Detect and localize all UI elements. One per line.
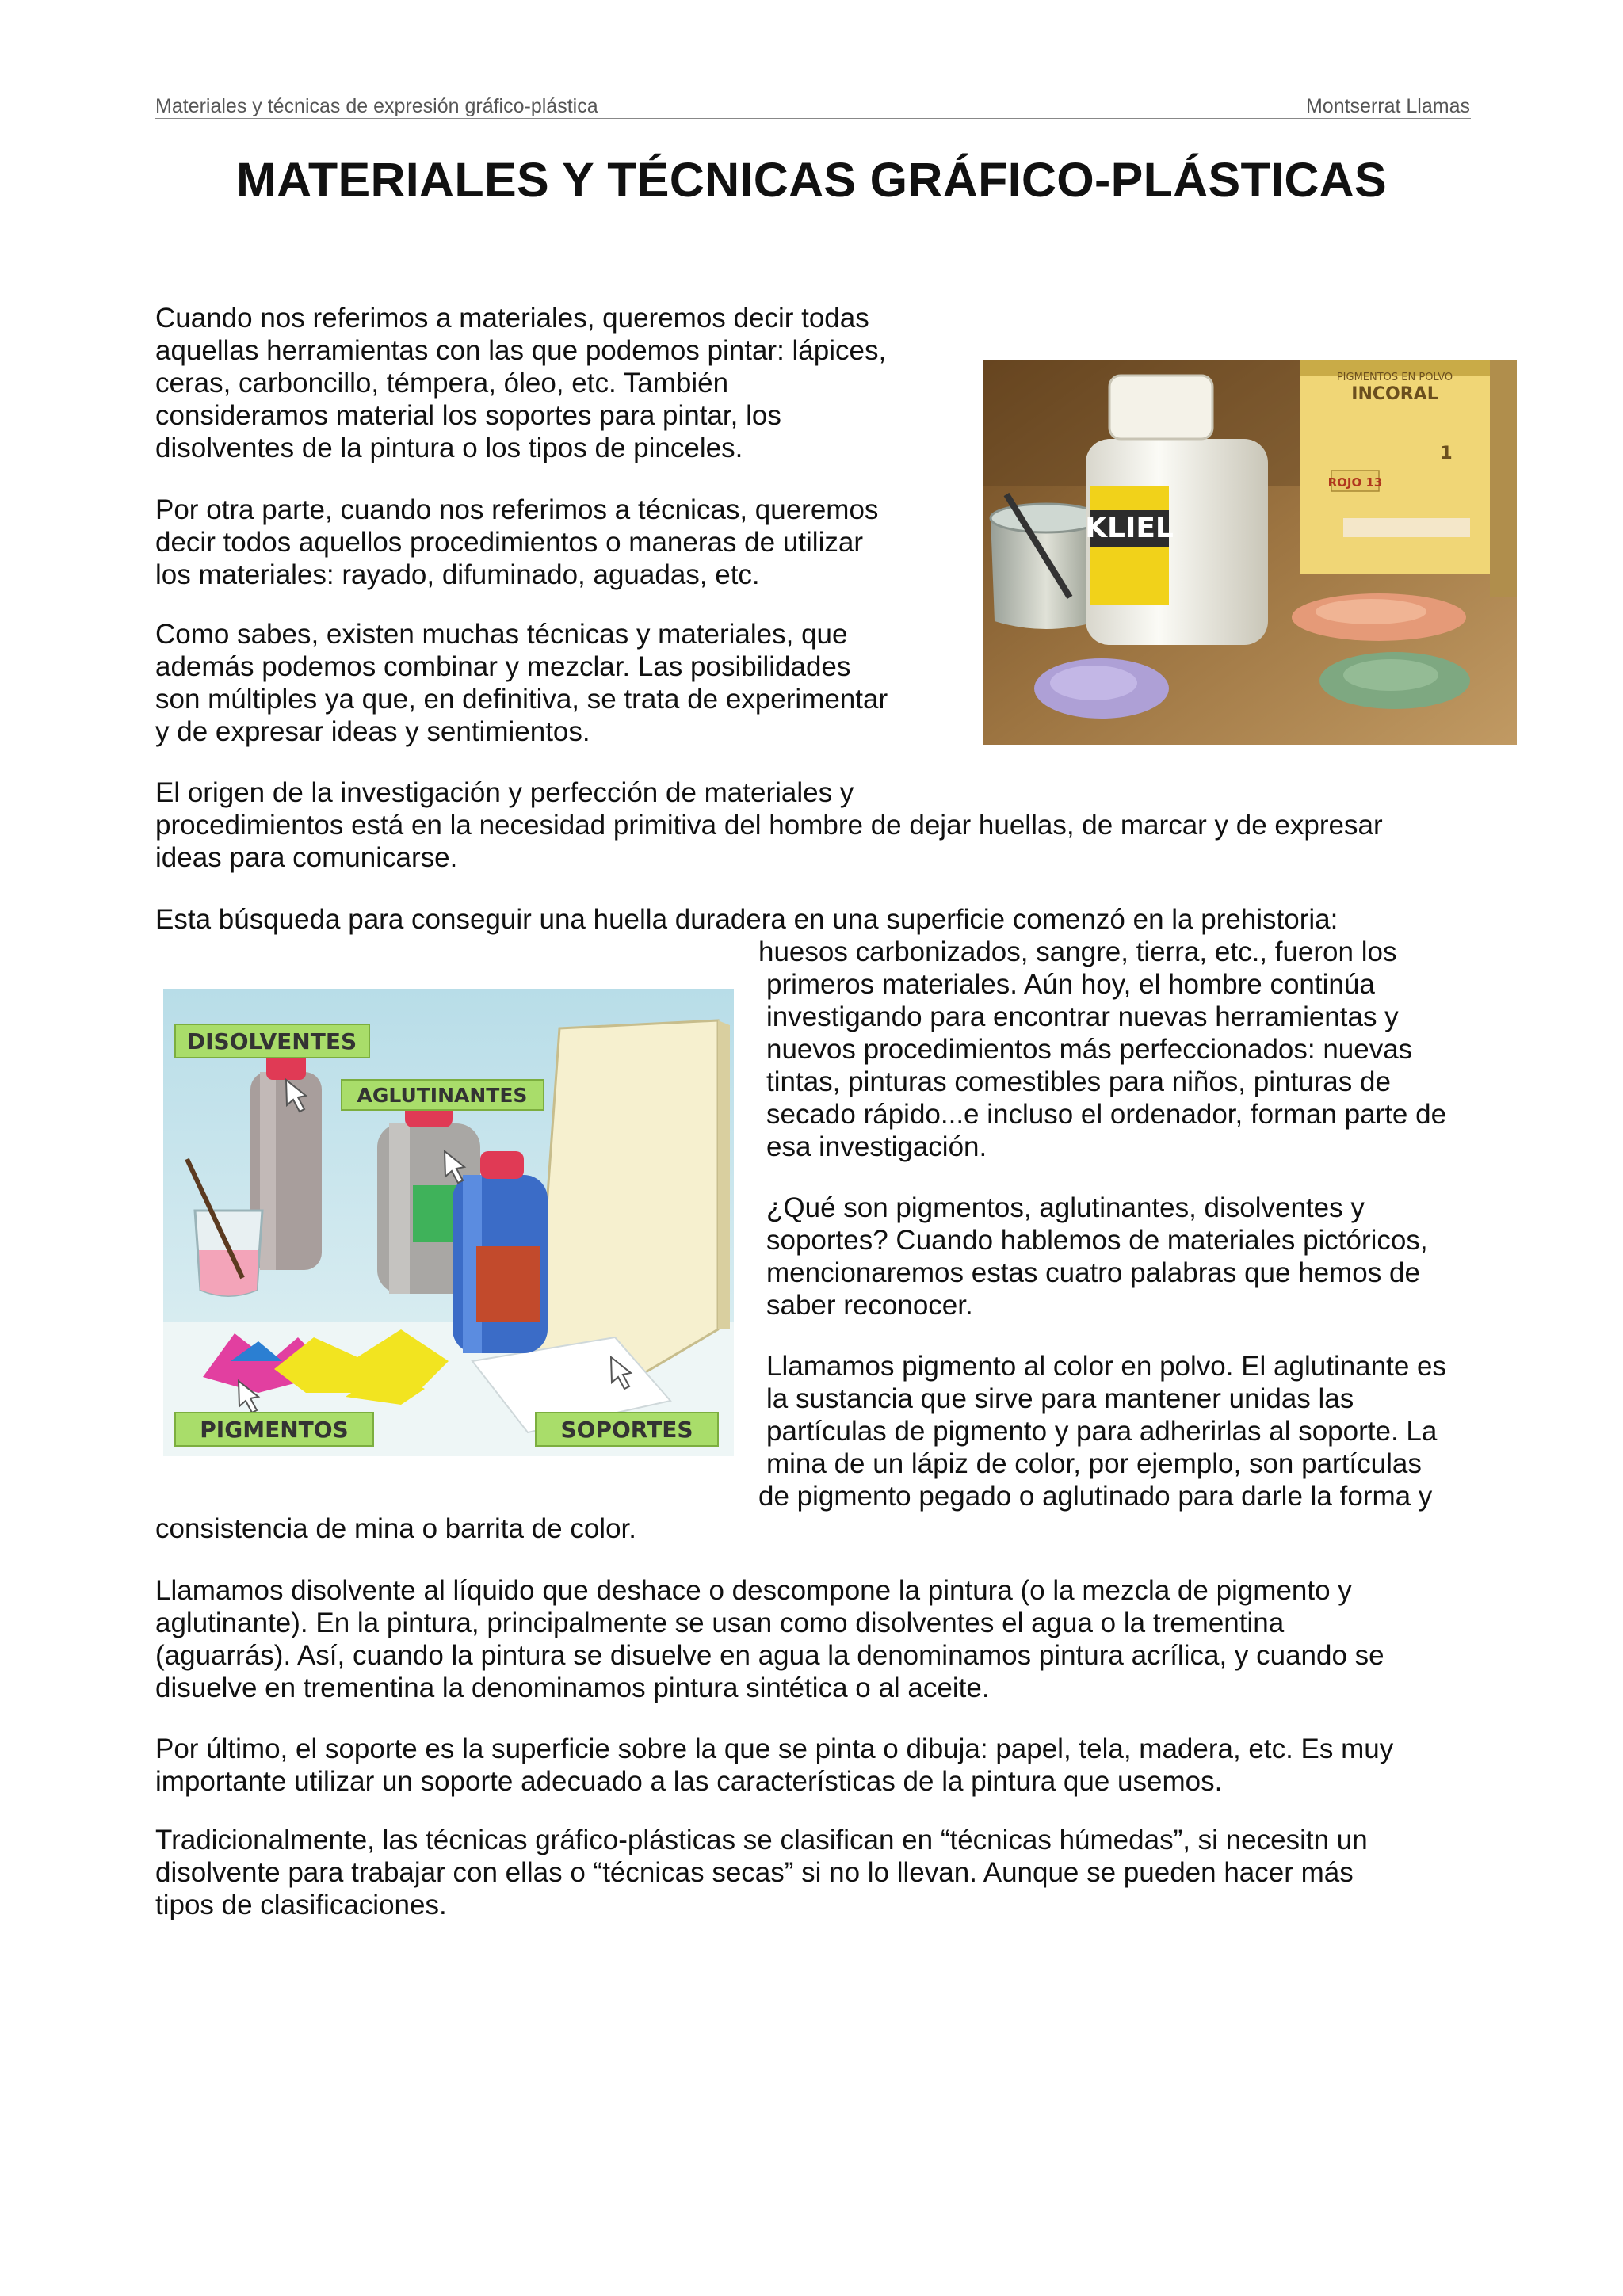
svg-text:AGLUTINANTES: AGLUTINANTES	[357, 1084, 528, 1107]
paragraph-pigment: Llamamos pigmento al color en polvo. El aglutinante es la sustancia que sirve para mantener unidas las partículas de pigmento y para adherirlas al soporte. La mina de un lápiz de color, por ejemplo, son partículas de pigmento pegado o aglutinado para darle la forma y	[758, 1351, 1446, 1512]
page-title: MATERIALES Y TÉCNICAS GRÁFICO-PLÁSTICAS	[235, 153, 1388, 207]
svg-text:DISOLVENTES: DISOLVENTES	[186, 1028, 357, 1055]
label-solvents	[175, 1024, 369, 1058]
svg-text:KLIEL: KLIEL	[1085, 512, 1174, 544]
paragraph-pigment-tail: consistencia de mina o barrita de color.	[155, 1513, 636, 1544]
header-right: Montserrat Llamas	[1305, 95, 1470, 117]
paragraph-classification: Tradicionalmente, las técnicas gráfico-plásticas se clasifican en “técnicas húmedas”, si necesitn un disolvente para trabajar con ellas o “técnicas secas” si no lo llevan. Aunque se pueden hacer más tipos de clasificaciones.	[155, 1825, 1368, 1920]
svg-text:SOPORTES: SOPORTES	[560, 1417, 693, 1443]
paragraph-materials: Cuando nos referimos a materiales, queremos decir todas aquellas herramientas con las que podemos pintar: lápices, ceras, carboncillo, témpera, óleo, etc. También consideramos material los soportes para pintar, los disolventes de la pintura o los tipos de pinceles.	[155, 303, 887, 463]
illustration-materials	[163, 989, 734, 1456]
label-supports	[536, 1413, 718, 1446]
label-pigments	[175, 1413, 373, 1446]
paragraph-origin: El origen de la investigación y perfección de materiales y procedimientos está en la necesidad primitiva del hombre de dejar huellas, de marcar y de expresar ideas para comunicarse.	[155, 777, 1383, 873]
label-binders	[342, 1080, 544, 1110]
svg-text:PIGMENTOS: PIGMENTOS	[200, 1417, 349, 1443]
paragraph-prehistory-intro: Esta búsqueda para conseguir una huella duradera en una superficie comenzó en la prehistoria:	[155, 904, 1338, 935]
header-left: Materiales y técnicas de expresión gráfico-plástica	[155, 95, 598, 117]
svg-text:INCORAL: INCORAL	[1351, 384, 1438, 404]
header-divider	[155, 118, 1471, 119]
blue-bottle	[453, 1151, 548, 1353]
photo-pigments	[983, 360, 1517, 745]
paragraph-techniques: Por otra parte, cuando nos referimos a técnicas, queremos decir todos aquellos procedimientos o maneras de utilizar los materiales: rayado, difuminado, aguadas, etc.	[155, 494, 879, 590]
paragraph-solvent: Llamamos disolvente al líquido que deshace o descompone la pintura (o la mezcla de pigmento y aglutinante). En la pintura, principalmente se usan como disolventes el agua o la trementina (aguarrás). Así, cuando la pintura se disuelve en agua la denominamos pintura acrílica, y cuando se disuelve en trementina la denominamos pintura sintética o al aceite.	[155, 1575, 1384, 1703]
paragraph-four-words: ¿Qué son pigmentos, aglutinantes, disolventes y soportes? Cuando hablemos de materiales pictóricos, mencionaremos estas cuatro palabras que hemos de saber reconocer.	[766, 1192, 1428, 1321]
svg-text:ROJO 13: ROJO 13	[1327, 475, 1383, 490]
pigment-box	[1300, 360, 1517, 597]
svg-text:1: 1	[1440, 444, 1453, 463]
svg-text:PIGMENTOS EN POLVO: PIGMENTOS EN POLVO	[1336, 372, 1453, 383]
paragraph-combinations: Como sabes, existen muchas técnicas y materiales, que además podemos combinar y mezclar. Las posibilidades son múltiples ya que, en definitiva, se trata de experimentar y de expresar ideas y sentimientos.	[155, 619, 888, 747]
paragraph-support: Por último, el soporte es la superficie sobre la que se pinta o dibuja: papel, tela, madera, etc. Es muy importante utilizar un soporte adecuado a las características de la pintura que usemos.	[155, 1733, 1394, 1797]
paragraph-prehistory: huesos carbonizados, sangre, tierra, etc., fueron los primeros materiales. Aún hoy, el hombre continúa investigando para encontrar nuevas herramientas y nuevos procedimientos más perfeccionados: nuevas tintas, pinturas comestibles para niños, pinturas de secado rápido...e incluso el ordenador, forman parte de esa investigación.	[758, 936, 1447, 1162]
